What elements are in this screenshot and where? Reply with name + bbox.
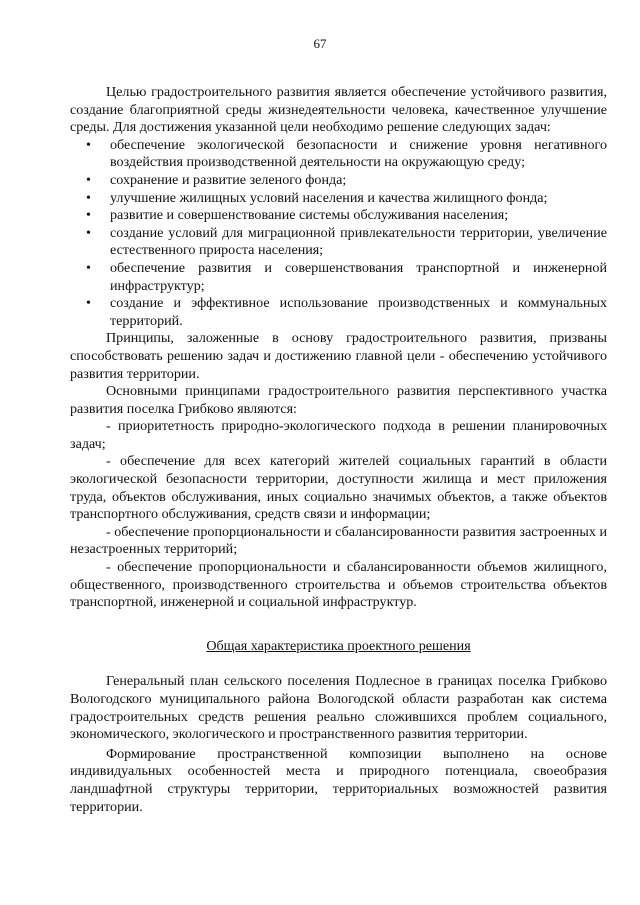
intro-paragraph: Целью градостроительного развития является обеспечение устойчивого развития, создание благоприятной среды жизнедеятельности человека, качественное улучшение среды. Для достижения указанной цели необходимо решение следующих задач: [70, 84, 607, 136]
principle-item: - обеспечение пропорциональности и сбалансированности объемов жилищного, общественного, производственного строительства и объемов строительства объектов транспортной, инженерной и социальной инфраструктур. [70, 559, 607, 611]
principle-item: - обеспечение пропорциональности и сбалансированности развития застроенных и незастроенных территорий; [70, 523, 607, 558]
goal-item: • создание условий для миграционной привлекательности территории, увеличение естественного прироста населения; [110, 225, 607, 260]
goals-list [70, 137, 607, 331]
goal-item: • обеспечение развития и совершенствования транспортной и инженерной инфраструктур; [110, 260, 607, 295]
principles-lead-paragraph: Основными принципами градостроительного развития перспективного участка развития поселка Грибково являются: [70, 383, 607, 417]
section-title: Общая характеристика проектного решения [206, 637, 471, 654]
page-body [70, 84, 607, 816]
goal-item: • сохранение и развитие зеленого фонда; [110, 172, 607, 190]
goal-item: • улучшение жилищных условий населения и качества жилищного фонда; [110, 190, 607, 208]
section-paragraph: Формирование пространственной композиции выполнено на основе индивидуальных особенностей места и природного потенциала, своеобразия ландшафтной структуры территории, территориальных возможностей развития территории. [70, 745, 607, 815]
goal-item: • создание и эффективное использование производственных и коммунальных территорий. [110, 295, 607, 330]
goal-item: • развитие и совершенствование системы обслуживания населения; [110, 207, 607, 225]
section-paragraph: Генеральный план сельского поселения Подлесное в границах поселка Грибково Вологодского муниципального района Вологодской области разработан как система градостроительных средств решения реально сложившихся проблем социального, экономического, экологического и пространственного развития территории. [70, 673, 607, 743]
page-number: 67 [313, 36, 327, 51]
goal-item: • обеспечение экологической безопасности и снижение уровня негативного воздействия производственной деятельности на окружающую среду; [110, 137, 607, 172]
principle-item: - приоритетность природно-экологического подхода в решении планировочных задач; [70, 418, 607, 452]
principles-intro-paragraph: Принципы, заложенные в основу градостроительного развития, призваны способствовать решению задач и достижению главной цели - обеспечению устойчивого развития территории. [70, 330, 607, 382]
principle-item: - обеспечение для всех категорий жителей социальных гарантий в области экологической безопасности территории, доступности жилища и мест приложения труда, объектов обслуживания, иных социально значимых объектов, а также объектов транспортного обслуживания, средств связи и информации; [70, 453, 607, 523]
